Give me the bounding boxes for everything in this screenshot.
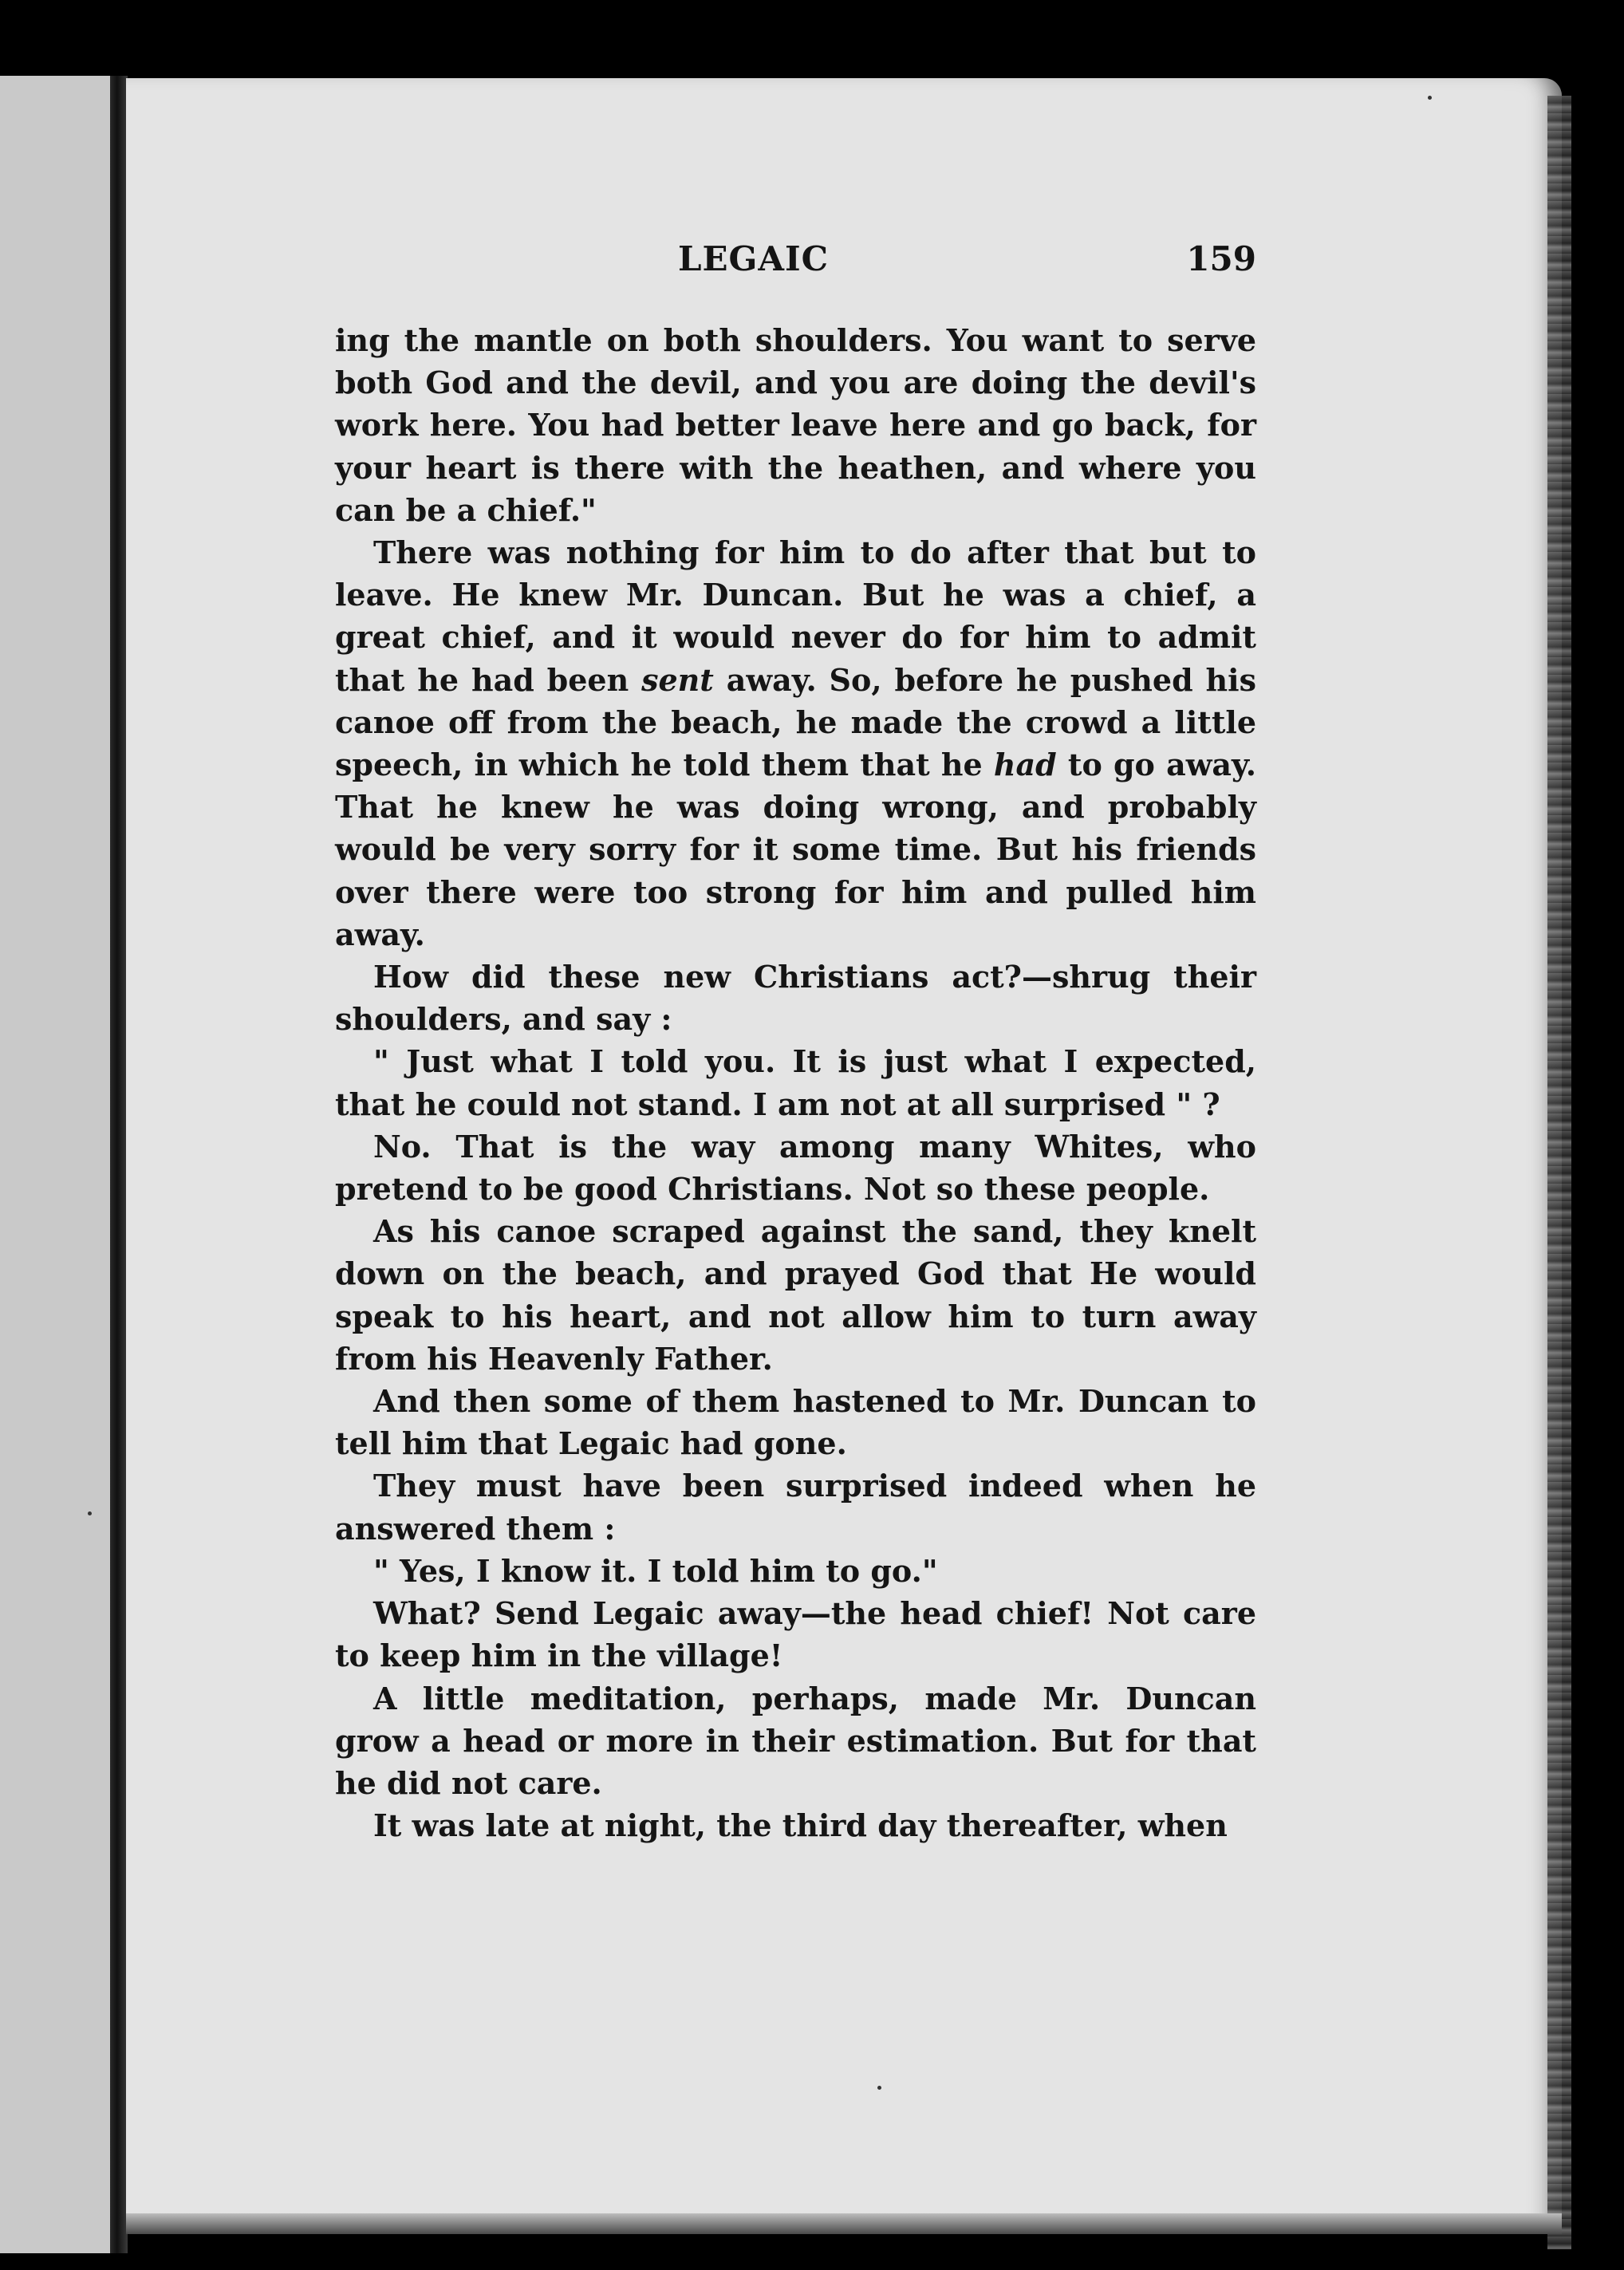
paragraph-12: It was late at night, the third day thereafter, when [373,1807,1228,1844]
paragraph-2 [335,531,1256,956]
paragraph-7: And then some of them hastened to Mr. Duncan to tell him that Legaic had gone. [335,1383,1256,1462]
paragraph-4: " Just what I told you. It is just what I expected, that he could not stand. I am not at all surprised " ? [335,1043,1256,1122]
running-head: LEGAIC [678,239,830,278]
page-bottom-edge [126,2213,1562,2234]
paragraph-9: " Yes, I know it. I told him to go." [373,1552,938,1589]
facing-page-edge [0,76,113,2253]
paragraph-8: They must have been surprised indeed when he answered them : [335,1468,1256,1547]
paragraph-10: What? Send Legaic away—the head chief! Not care to keep him in the village! [335,1595,1256,1674]
paragraph-2-part-c: to go away. That he knew he was doing wrong, and probably would be very sorry for it some time. But his friends over there were too strong for him and pulled him away. [335,747,1256,952]
scan-speck [88,1511,92,1515]
body-text [335,319,1256,1846]
paragraph-2-part-b: away. So, before he pushed his canoe off from the beach, he made the crowd a little speech, in which he told them that he [335,661,1257,783]
paragraph-3: How did these new Christians act?—shrug their shoulders, and say : [335,959,1256,1038]
scan-speck [1428,96,1432,100]
paragraph-11: A little meditation, perhaps, made Mr. Duncan grow a head or more in their estimation. But for that he did not care. [335,1680,1256,1801]
page-number: 159 [1186,239,1256,278]
page-fore-edge [1547,96,1571,2249]
paragraph-5: No. That is the way among many Whites, who pretend to be good Christians. Not so these people. [335,1128,1256,1208]
scan-speck [877,2086,881,2090]
italic-word-had: had [993,747,1057,783]
italic-word-sent: sent [641,661,714,698]
paragraph-6: As his canoe scraped against the sand, they knelt down on the beach, and prayed God that He would speak to his heart, and not allow him to turn away from his Heavenly Father. [335,1213,1256,1377]
paragraph-1: ing the mantle on both shoulders. You want to serve both God and the devil, and you are doing the devil's work here. You had better leave here and go back, for your heart is there with the heathen, and where you can be a chief." [335,322,1256,528]
book-gutter [110,76,128,2253]
page-header [335,239,1256,287]
paragraph-2-part-a: There was nothing for him to do after that but to leave. He knew Mr. Duncan. But he was a chief, a great chief, and it would never do for him to admit that he had been [335,534,1256,698]
